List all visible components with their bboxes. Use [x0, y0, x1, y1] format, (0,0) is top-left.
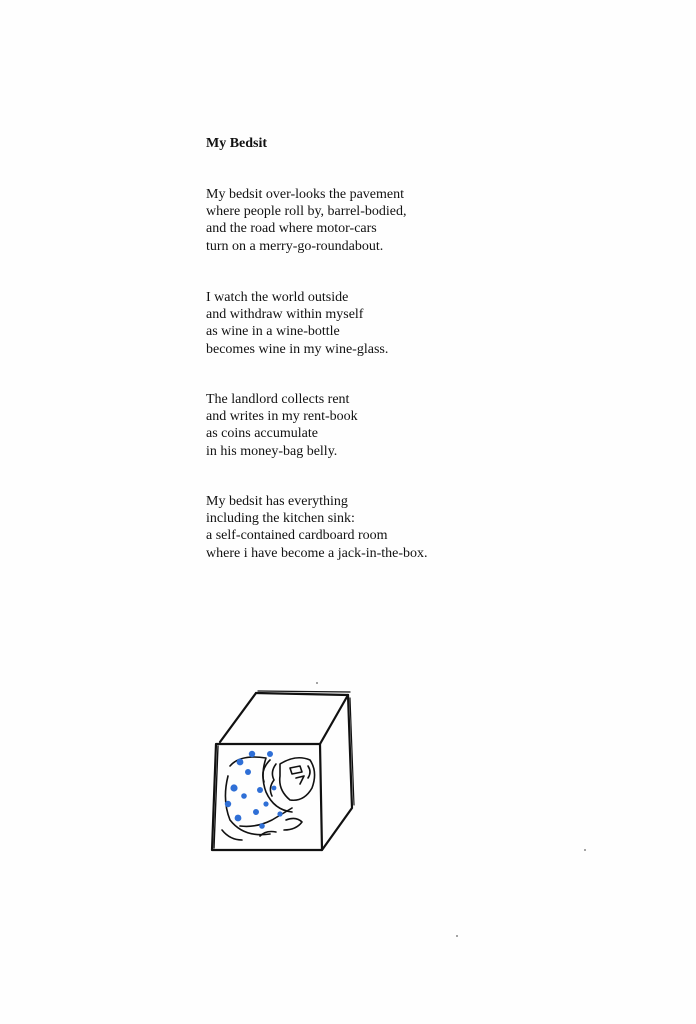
poem-line: as coins accumulate: [206, 426, 318, 442]
poem-line: where i have become a jack-in-the-box.: [206, 545, 428, 561]
poem-line: in his money-bag belly.: [206, 443, 338, 459]
cardboard-box-drawing: [212, 691, 354, 850]
paper-speck: [584, 849, 586, 851]
box-figure-illustration: [200, 680, 370, 860]
poem-line: and the road where motor-cars: [206, 221, 377, 237]
stanza-4: [206, 493, 428, 562]
stanza-2: [206, 289, 388, 358]
stanza-1: [206, 186, 406, 255]
poem-line: My bedsit over-looks the pavement: [206, 187, 405, 202]
poem-line: My bedsit has everything: [206, 494, 348, 509]
poem-line: I watch the world outside: [206, 290, 349, 305]
poem-line: becomes wine in my wine-glass.: [206, 341, 389, 357]
poem-line: and writes in my rent-book: [206, 409, 358, 425]
poem-line: turn on a merry-go-roundabout.: [206, 238, 384, 254]
poem-line: a self-contained cardboard room: [206, 528, 388, 544]
poem-line: including the kitchen sink:: [206, 511, 355, 527]
poem-line: and withdraw within myself: [206, 307, 364, 323]
paper-speck: [456, 935, 458, 937]
stanza-3: [206, 391, 358, 460]
poem-title: My Bedsit: [206, 136, 268, 151]
paper-speck: [316, 682, 318, 684]
poem-line: The landlord collects rent: [206, 392, 350, 407]
poem-line: as wine in a wine-bottle: [206, 324, 340, 340]
poem-line: where people roll by, barrel-bodied,: [206, 204, 407, 220]
jack-in-the-box-figure: [222, 757, 315, 840]
